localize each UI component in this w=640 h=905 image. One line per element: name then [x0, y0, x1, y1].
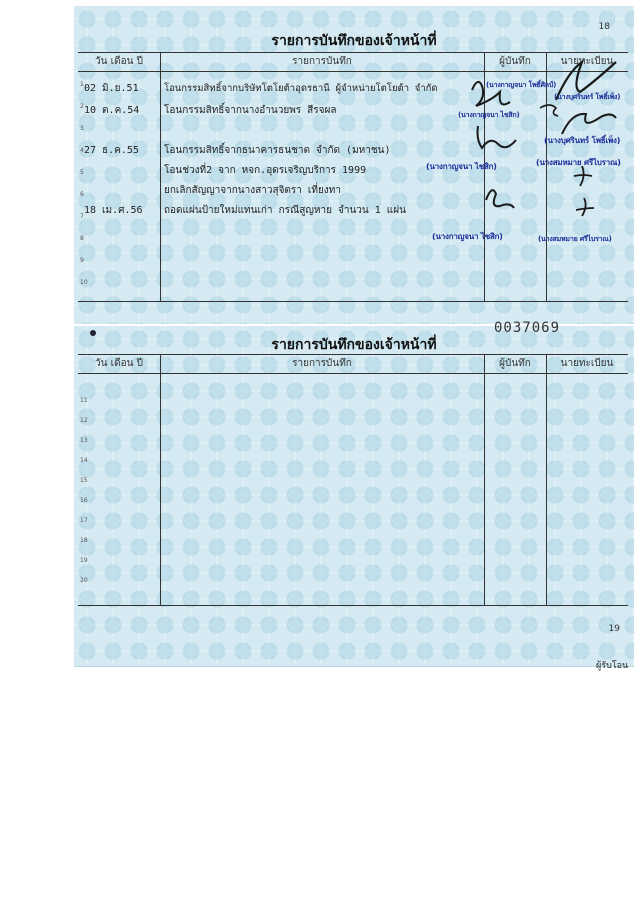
registry-page-bottom: [74, 320, 634, 667]
page-title: รายการบันทึกของเจ้าหน้าที่: [271, 337, 437, 353]
page-title: รายการบันทึกของเจ้าหน้าที่: [271, 33, 437, 49]
row-number: 1: [80, 81, 84, 88]
officer-stamp: (นางกาญจนา ไชสิก): [458, 111, 520, 119]
column-header-recorder: ผู้บันทึก: [499, 56, 531, 67]
row-number: 19: [80, 557, 88, 564]
column-header-registrar: นายทะเบียน: [560, 56, 614, 67]
entry-date: 18 เม.ศ.56: [84, 205, 143, 216]
row-number: 8: [80, 235, 84, 242]
entry-text: ยกเลิกสัญญาจากนางสาวสุจิตรา เที่ยงทา: [164, 185, 341, 196]
entry-text: โอนช่วงที่2 จาก หจก.อุดรเจริญบริการ 1999: [164, 165, 367, 176]
column-divider: [546, 355, 547, 605]
row-number: 2: [80, 103, 84, 110]
officer-stamp: (นางสมหมาย ศรีไบราณ): [536, 158, 621, 167]
records-table: [78, 354, 628, 606]
entry-text: โอนกรรมสิทธิ์จากบริษัทโตโยต้าอุดรธานี ผู้จำหน่ายโตโยต้า จำกัด: [164, 83, 438, 94]
page-number: 18: [598, 22, 610, 32]
serial-number: 0037069: [494, 320, 561, 336]
column-header-record: รายการบันทึก: [292, 56, 352, 67]
row-number: 18: [80, 537, 88, 544]
row-number: 14: [80, 457, 88, 464]
column-header-date: วัน เดือน ปี: [95, 56, 143, 67]
officer-stamp: (นางบุศรินทร์ โพธิ์เพ็ง): [544, 136, 621, 145]
officer-stamp: (นางกาญจนา ไชสิก): [426, 162, 497, 171]
page-number: 19: [608, 624, 620, 634]
row-number: 11: [80, 397, 88, 404]
row-number: 4: [80, 147, 84, 154]
entry-text: ถอดแผ่นป้ายใหม่แทนเก่า กรณีสูญหาย จำนวน 1 แผ่น: [164, 205, 406, 216]
entry-text: โอนกรรมสิทธิ์จากนางอำนวยพร สีรจผล: [164, 105, 337, 116]
row-number: 12: [80, 417, 88, 424]
row-number: 17: [80, 517, 88, 524]
column-header-record: รายการบันทึก: [292, 358, 352, 369]
row-number: 13: [80, 437, 88, 444]
entry-date: 27 ธ.ค.55: [84, 145, 139, 156]
row-number: 3: [80, 125, 84, 132]
row-number: 5: [80, 169, 84, 176]
entry-date: 02 มิ.ย.51: [84, 83, 139, 94]
officer-stamp: (นางกาญจนา โพธิ์ศิลป์): [486, 81, 557, 89]
column-divider: [484, 355, 485, 605]
row-number: 16: [80, 497, 88, 504]
column-header-date: วัน เดือน ปี: [95, 358, 143, 369]
footer-label: ผู้รับโอน: [596, 661, 629, 671]
registry-page-top: [74, 6, 634, 324]
row-number: 9: [80, 257, 84, 264]
entry-date: 10 ต.ค.54: [84, 105, 140, 116]
column-divider: [160, 53, 161, 301]
entry-text: โอนกรรมสิทธิ์จากธนาคารธนชาต จำกัด (มหาชน): [164, 145, 391, 156]
column-header-registrar: นายทะเบียน: [560, 358, 614, 369]
row-number: 6: [80, 191, 84, 198]
column-header-recorder: ผู้บันทึก: [499, 358, 531, 369]
officer-stamp: (นางบุศรินทร์ โพธิ์เพ็ง): [554, 93, 621, 101]
row-number: 15: [80, 477, 88, 484]
row-number: 7: [80, 213, 84, 220]
column-divider: [160, 355, 161, 605]
officer-stamp: (นางสมหมาย ศรีไบราณ): [538, 235, 612, 243]
row-number: 20: [80, 577, 88, 584]
officer-stamp: (นางกาญจนา ไชสิก): [432, 232, 503, 241]
row-number: 10: [80, 279, 88, 286]
